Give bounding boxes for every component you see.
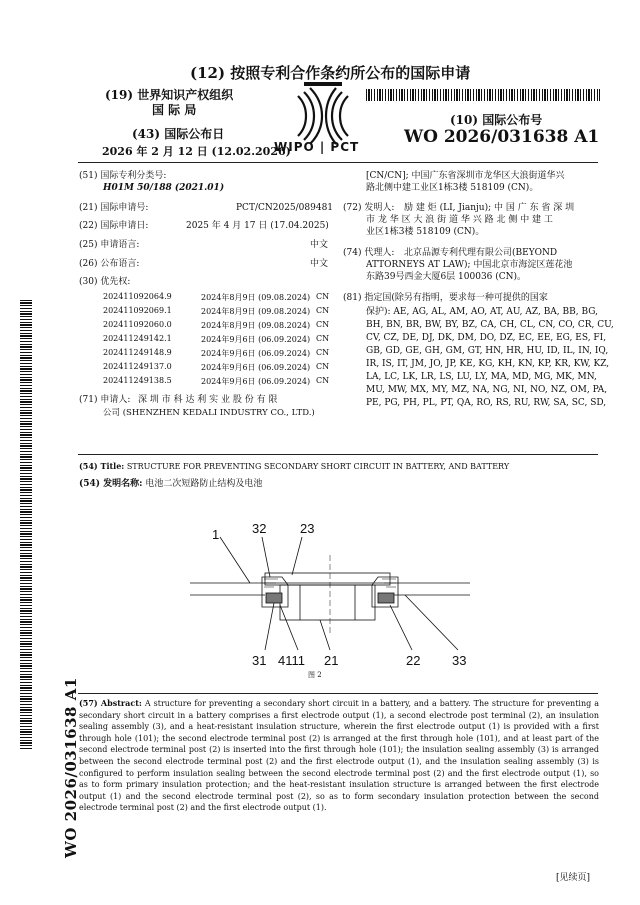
abstract bbox=[79, 698, 599, 814]
org-bureau: 国 际 局 bbox=[152, 103, 197, 117]
states-line: IR, IS, IT, JM, JO, JP, KE, KG, KH, KN, KP, KR, KW, KZ, bbox=[366, 359, 610, 369]
filing-date-label: (22) 国际申请日: bbox=[79, 221, 149, 231]
fig-label-23: 23 bbox=[300, 521, 315, 536]
pub-no: WO 2026/031638 A1 bbox=[404, 127, 600, 147]
priority-label: (30) 优先权: bbox=[79, 277, 131, 287]
inventor-label: (72) 发明人: bbox=[343, 203, 395, 213]
title-cn bbox=[79, 478, 262, 491]
title-cn-text: 电池二次短路防止结构及电池 bbox=[145, 479, 263, 489]
inventor-line1: 励 建 炬 (LI, Jianju); 中 国 广 东 省 深 圳 bbox=[404, 203, 575, 213]
title-divider bbox=[78, 454, 598, 455]
side-barcode bbox=[20, 300, 32, 750]
states-line: CV, CZ, DE, DJ, DK, DM, DO, DZ, EC, EE, EG, ES, FI, bbox=[366, 333, 607, 343]
pub-no-label: (10) 国际公布号 bbox=[450, 113, 543, 127]
abstract-text: A structure for preventing a secondary short circuit in a battery, and a battery. The structure for preventing a secondary short circuit in a battery comprises a first electrode output (1), a second electrode post terminal (2), an insulation sealing assembly (3), and a heat-resistant insulation structure, wherein the first electrode output (1) is provided with a first through hole (101); the second electrode terminal post (2) is arranged at the first through hole (101), and at least part of the second electrode terminal post (2) is inserted into the first through hole (101); the insulation sealing assembly (3) is arranged between the second electrode terminal post (2) and the first electrode output (1), and the insulation sealing assembly (3) is configured to perform insulation sealing between the second electrode terminal post (2) and the first electrode output (1), so as to form primary insulation protection; and the heat-resistant insulation structure is arranged between the first electrode output (1) and the second electrode terminal post (2), so as to form secondary insulation protection between the second electrode terminal post (2) and the first electrode output (1). bbox=[79, 699, 600, 813]
priority-row: 202411092064.9 2024年8月9日 (09.08.2024) CN bbox=[103, 292, 330, 302]
wipo-logo-text: WIPO | PCT bbox=[274, 140, 360, 154]
top-barcode bbox=[366, 89, 600, 101]
fig-label-22: 22 bbox=[406, 653, 421, 668]
fig-label-31: 31 bbox=[252, 653, 267, 668]
priority-row: 202411249142.1 2024年9月6日 (06.09.2024) CN bbox=[103, 334, 330, 344]
agent-line3: 东路39号西金大厦6层 100036 (CN)。 bbox=[366, 272, 527, 282]
title-en bbox=[79, 460, 509, 474]
fig-label-4111: 4111 bbox=[278, 653, 305, 668]
pub-lang-label: (26) 公布语言: bbox=[79, 259, 140, 269]
fig-label-21: 21 bbox=[324, 653, 339, 668]
header-divider bbox=[78, 162, 598, 163]
document-title: (12) 按照专利合作条约所公布的国际申请 bbox=[190, 64, 471, 82]
designated-states-label: (81) 指定国(除另有指明，要求每一种可提供的国家 bbox=[343, 293, 548, 303]
states-line: BH, BN, BR, BW, BY, BZ, CA, CH, CL, CN, CO, CR, CU, bbox=[366, 320, 614, 330]
applicant-line1: 深 圳 市 科 达 利 实 业 股 份 有 限 bbox=[138, 395, 278, 405]
app-no: PCT/CN2025/089481 bbox=[236, 203, 334, 213]
app-no-label: (21) 国际申请号: bbox=[79, 203, 149, 213]
states-line: LA, LC, LK, LR, LS, LU, LY, MA, MD, MG, MK, MN, bbox=[366, 372, 597, 382]
applicant-address-1: [CN/CN]; 中国广东省深圳市龙华区大浪街道华兴 bbox=[366, 171, 565, 181]
agent-label: (74) 代理人: bbox=[343, 248, 395, 258]
pub-date: 2026 年 2 月 12 日 (12.02.2026) bbox=[102, 145, 291, 158]
applicant-address-2: 路北侧中建工业区1栋3楼 518109 (CN)。 bbox=[366, 183, 539, 193]
states-line: GB, GD, GE, GH, GM, GT, HN, HR, HU, ID, IL, IN, IQ, bbox=[366, 346, 609, 356]
priority-row: 202411249138.5 2024年9月6日 (06.09.2024) CN bbox=[103, 376, 330, 386]
agent-line1: 北京品源专利代理有限公司(BEYOND bbox=[404, 248, 558, 258]
title-en-label: (54) Title: bbox=[79, 461, 125, 471]
filing-lang: 中文 bbox=[310, 240, 329, 250]
abstract-divider bbox=[78, 693, 598, 694]
states-line: MU, MW, MX, MY, MZ, NA, NG, NI, NO, NZ, OM, PA, bbox=[366, 385, 608, 395]
filing-lang-label: (25) 申请语言: bbox=[79, 240, 140, 250]
agent-line2: ATTORNEYS AT LAW); 中国北京市海淀区莲花池 bbox=[366, 260, 573, 270]
figure-caption: 图 2 bbox=[308, 671, 322, 679]
fig-label-1: 1 bbox=[212, 527, 220, 542]
applicant-label: (71) 申请人: bbox=[79, 395, 131, 405]
ipc-value: H01M 50/188 (2021.01) bbox=[103, 183, 225, 193]
fig-label-32: 32 bbox=[252, 521, 267, 536]
title-cn-label: (54) 发明名称: bbox=[79, 479, 143, 489]
continued-note: [见续页] bbox=[556, 873, 591, 883]
title-en-text: STRUCTURE FOR PREVENTING SECONDARY SHORT CIRCUIT IN BATTERY, AND BATTERY bbox=[126, 462, 510, 471]
filing-date: 2025 年 4 月 17 日 (17.04.2025) bbox=[186, 221, 329, 231]
states-line: PE, PG, PH, PL, PT, QA, RO, RS, RU, RW, SA, SC, SD, bbox=[366, 398, 607, 408]
priority-row: 202411092060.0 2024年8月9日 (09.08.2024) CN bbox=[103, 320, 330, 330]
priority-row: 202411092069.1 2024年8月9日 (09.08.2024) CN bbox=[103, 306, 330, 316]
abstract-label: (57) Abstract: bbox=[79, 698, 142, 708]
applicant-line2: 公司 (SHENZHEN KEDALI INDUSTRY CO., LTD.) bbox=[103, 408, 315, 418]
pub-lang: 中文 bbox=[310, 259, 329, 269]
ipc-label: (51) 国际专利分类号: bbox=[79, 171, 167, 181]
side-pub-number: WO 2026/031638 A1 bbox=[62, 677, 80, 858]
priority-row: 202411249137.0 2024年9月6日 (06.09.2024) CN bbox=[103, 362, 330, 372]
states-line: 保护): AE, AG, AL, AM, AO, AT, AU, AZ, BA, BB, BG, bbox=[366, 307, 598, 317]
inventor-line2: 市 龙 华 区 大 浪 街 道 华 兴 路 北 侧 中 建 工 bbox=[366, 215, 553, 225]
pub-date-label: (43) 国际公布日 bbox=[132, 127, 225, 141]
inventor-line3: 业区1栋3楼 518109 (CN)。 bbox=[366, 227, 485, 237]
figure-2-drawing bbox=[180, 515, 480, 690]
fig-label-33: 33 bbox=[452, 653, 467, 668]
priority-row: 202411249148.9 2024年9月6日 (06.09.2024) CN bbox=[103, 348, 330, 358]
org-name: (19) 世界知识产权组织 bbox=[105, 88, 234, 102]
